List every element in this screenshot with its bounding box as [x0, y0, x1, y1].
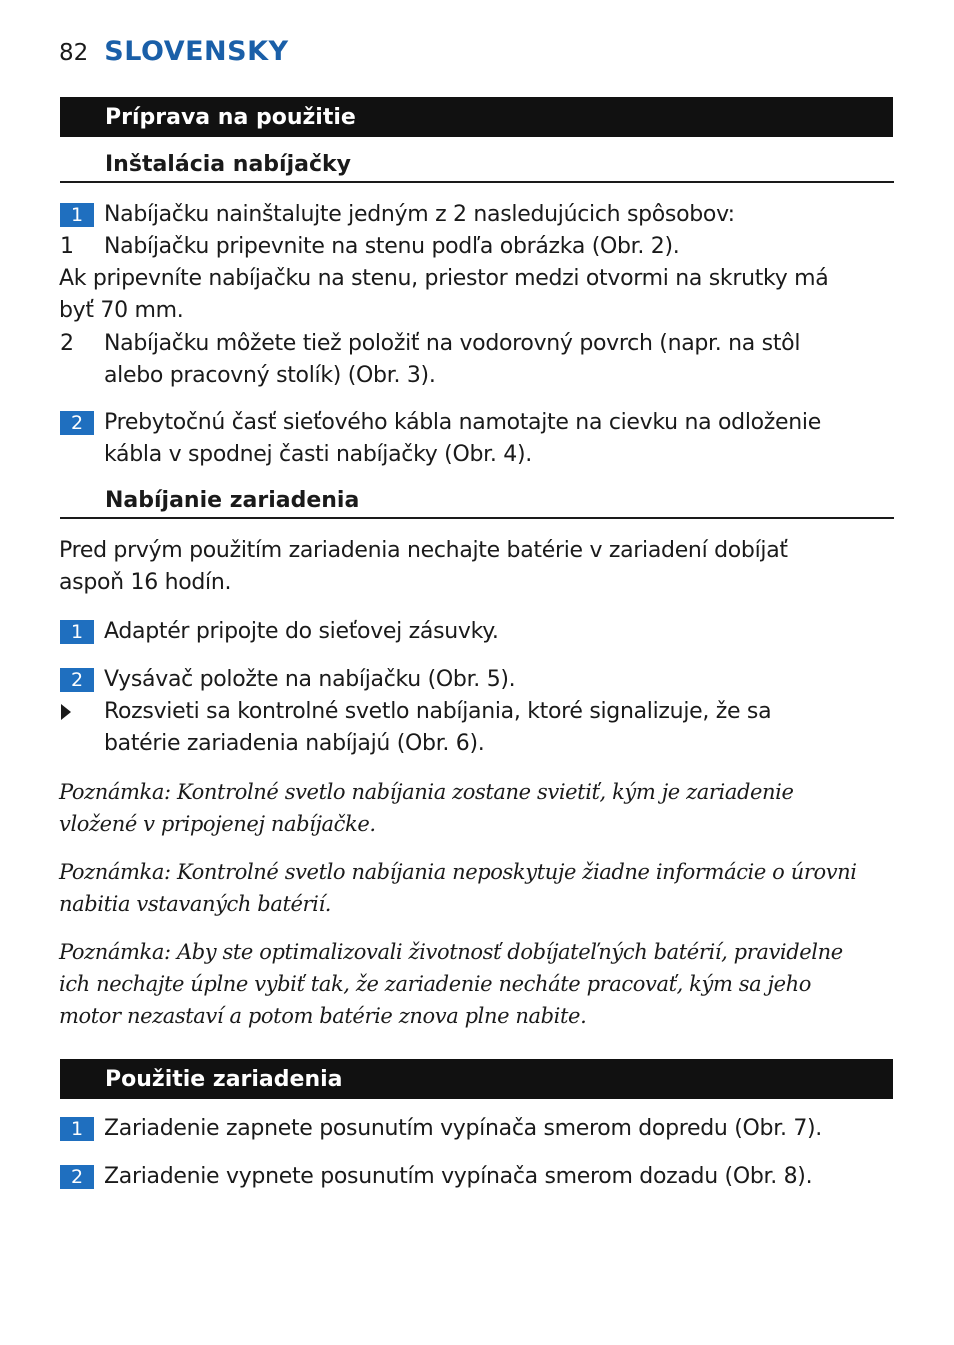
step-text: Nabíjačku nainštalujte jedným z 2 nasledujúcich spôsobov:	[104, 202, 735, 227]
step-text: Zariadenie vypnete posunutím vypínača smerom dozadu (Obr. 8).	[104, 1164, 813, 1189]
step-text: Vysávač položte na nabíjačku (Obr. 5).	[104, 667, 516, 692]
step-badge: 2	[60, 668, 94, 692]
step-badge: 2	[60, 1165, 94, 1189]
paragraph-line: Ak pripevníte nabíjačku na stenu, priestor medzi otvormi na skrutky má	[59, 266, 829, 291]
note-line: motor nezastaví a potom batérie znova plne nabite.	[59, 1004, 587, 1028]
section-title-preparation: Príprava na použitie	[60, 97, 893, 137]
step-text: Adaptér pripojte do sieťovej zásuvky.	[104, 619, 499, 644]
subheading-install-charger: Inštalácia nabíjačky	[60, 152, 894, 183]
step-text: Zariadenie zapnete posunutím vypínača smerom dopredu (Obr. 7).	[104, 1116, 823, 1141]
step-badge: 1	[60, 620, 94, 644]
step-badge: 1	[60, 203, 94, 227]
language-title: SLOVENSKY	[104, 36, 289, 67]
result-text: Rozsvieti sa kontrolné svetlo nabíjania, ktoré signalizuje, že sa	[104, 699, 772, 724]
result-text: batérie zariadenia nabíjajú (Obr. 6).	[104, 731, 485, 756]
option-text: Nabíjačku môžete tiež položiť na vodorovný povrch (napr. na stôl	[104, 331, 801, 356]
note-line: Poznámka: Kontrolné svetlo nabíjania neposkytuje žiadne informácie o úrovni	[59, 860, 857, 884]
step-text: Prebytočnú časť sieťového kábla namotajte na cievku na odloženie	[104, 410, 821, 435]
page-header	[59, 36, 289, 72]
step-text: kábla v spodnej časti nabíjačky (Obr. 4).	[104, 442, 532, 467]
option-text: Nabíjačku pripevnite na stenu podľa obrázka (Obr. 2).	[104, 234, 680, 259]
option-number: 1	[60, 234, 74, 259]
note-line: ich nechajte úplne vybiť tak, že zariadenie necháte pracovať, kým sa jeho	[59, 972, 812, 996]
note-line: Poznámka: Kontrolné svetlo nabíjania zostane svietiť, kým je zariadenie	[59, 780, 794, 804]
note-line: nabitia vstavaných batérií.	[59, 892, 332, 916]
result-arrow-icon	[61, 704, 71, 720]
page-number: 82	[59, 40, 89, 66]
option-text: alebo pracovný stolík) (Obr. 3).	[104, 363, 436, 388]
option-number: 2	[60, 331, 74, 356]
paragraph-line: aspoň 16 hodín.	[59, 570, 232, 595]
paragraph-line: byť 70 mm.	[59, 298, 184, 323]
step-badge: 2	[60, 411, 94, 435]
section-title-usage: Použitie zariadenia	[60, 1059, 893, 1099]
step-badge: 1	[60, 1117, 94, 1141]
note-line: Poznámka: Aby ste optimalizovali životnosť dobíjateľných batérií, pravidelne	[59, 940, 843, 964]
note-line: vložené v pripojenej nabíjačke.	[59, 812, 376, 836]
subheading-charging: Nabíjanie zariadenia	[60, 488, 894, 519]
paragraph-line: Pred prvým použitím zariadenia nechajte batérie v zariadení dobíjať	[59, 538, 788, 563]
